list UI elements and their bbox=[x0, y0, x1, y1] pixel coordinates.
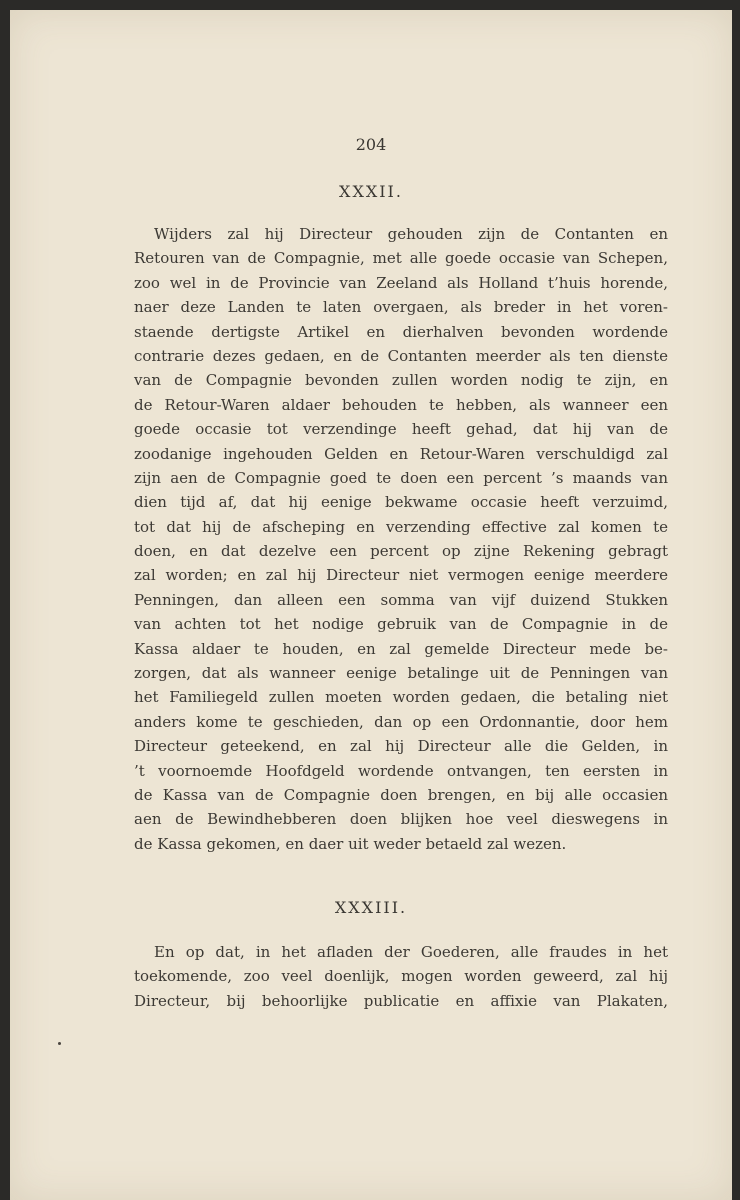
paragraph-xxxiii bbox=[134, 940, 668, 1013]
text-line: zoo wel in de Provincie van Zeeland als Holland t’huis horende, bbox=[134, 273, 668, 292]
text-line: naer deze Landen te laten overgaen, als breder in het voren- bbox=[134, 298, 668, 317]
text-line: zoodanige ingehouden Gelden en Retour-Waren verschuldigd zal bbox=[134, 444, 668, 463]
text-line: Penningen, dan alleen een somma van vijf duizend Stukken bbox=[134, 590, 668, 609]
text-line: van de Compagnie bevonden zullen worden nodig te zijn, en bbox=[134, 371, 668, 390]
text-line: dien tijd af, dat hij eenige bekwame occasie heeft verzuimd, bbox=[134, 493, 668, 512]
text-line: anders kome te geschieden, dan op een Ordonnantie, door hem bbox=[134, 712, 668, 731]
text-line: ’t voornoemde Hoofdgeld wordende ontvangen, ten eersten in bbox=[134, 761, 668, 780]
text-line: de Retour-Waren aldaer behouden te hebben, als wanneer een bbox=[134, 395, 668, 414]
text-line: Retouren van de Compagnie, met alle goede occasie van Schepen, bbox=[134, 249, 668, 268]
text-line: Kassa aldaer te houden, en zal gemelde Directeur mede be- bbox=[134, 639, 668, 658]
text-line: aen de Bewindhebberen doen blijken hoe veel dieswegens in bbox=[134, 810, 668, 829]
book-page bbox=[10, 10, 732, 1200]
text-line: toekomende, zoo veel doenlijk, mogen worden geweerd, zal hij bbox=[134, 967, 668, 986]
text-line: doen, en dat dezelve een percent op zijne Rekening gebragt bbox=[134, 542, 668, 561]
paragraph-xxxii bbox=[134, 222, 668, 856]
text-line: zal worden; en zal hij Directeur niet vermogen eenige meerdere bbox=[134, 566, 668, 585]
text-line: zijn aen de Compagnie goed te doen een percent ’s maands van bbox=[134, 468, 668, 487]
text-line: goede occasie tot verzendinge heeft gehad, dat hij van de bbox=[134, 420, 668, 439]
text-line: de Kassa van de Compagnie doen brengen, en bij alle occasien bbox=[134, 785, 668, 804]
text-line: staende dertigste Artikel en dierhalven bevonden wordende bbox=[134, 322, 668, 341]
text-line: contrarie dezes gedaen, en de Contanten meerder als ten dienste bbox=[134, 346, 668, 365]
text-line: zorgen, dat als wanneer eenige betalinge uit de Penningen van bbox=[134, 664, 668, 683]
text-line: van achten tot het nodige gebruik van de Compagnie in de bbox=[134, 615, 668, 634]
text-line: En op dat, in het afladen der Goederen, alle fraudes in het bbox=[154, 943, 668, 961]
page-number: 204 bbox=[355, 135, 387, 154]
page-speck bbox=[58, 1042, 61, 1045]
text-line: Directeur geteekend, en zal hij Directeur alle die Gelden, in bbox=[134, 737, 668, 756]
text-line: het Familiegeld zullen moeten worden gedaen, die betaling niet bbox=[134, 688, 668, 707]
section-heading-xxxiii: XXXIII. bbox=[334, 898, 408, 917]
section-heading-xxxii: XXXII. bbox=[339, 182, 403, 201]
text-line: tot dat hij de afscheping en verzending effective zal komen te bbox=[134, 517, 668, 536]
text-line: de Kassa gekomen, en daer uit weder betaeld zal wezen. bbox=[134, 834, 567, 853]
text-line: Wijders zal hij Directeur gehouden zijn de Contanten en bbox=[154, 225, 668, 243]
text-line: Directeur, bij behoorlijke publicatie en affixie van Plakaten, bbox=[134, 991, 668, 1010]
